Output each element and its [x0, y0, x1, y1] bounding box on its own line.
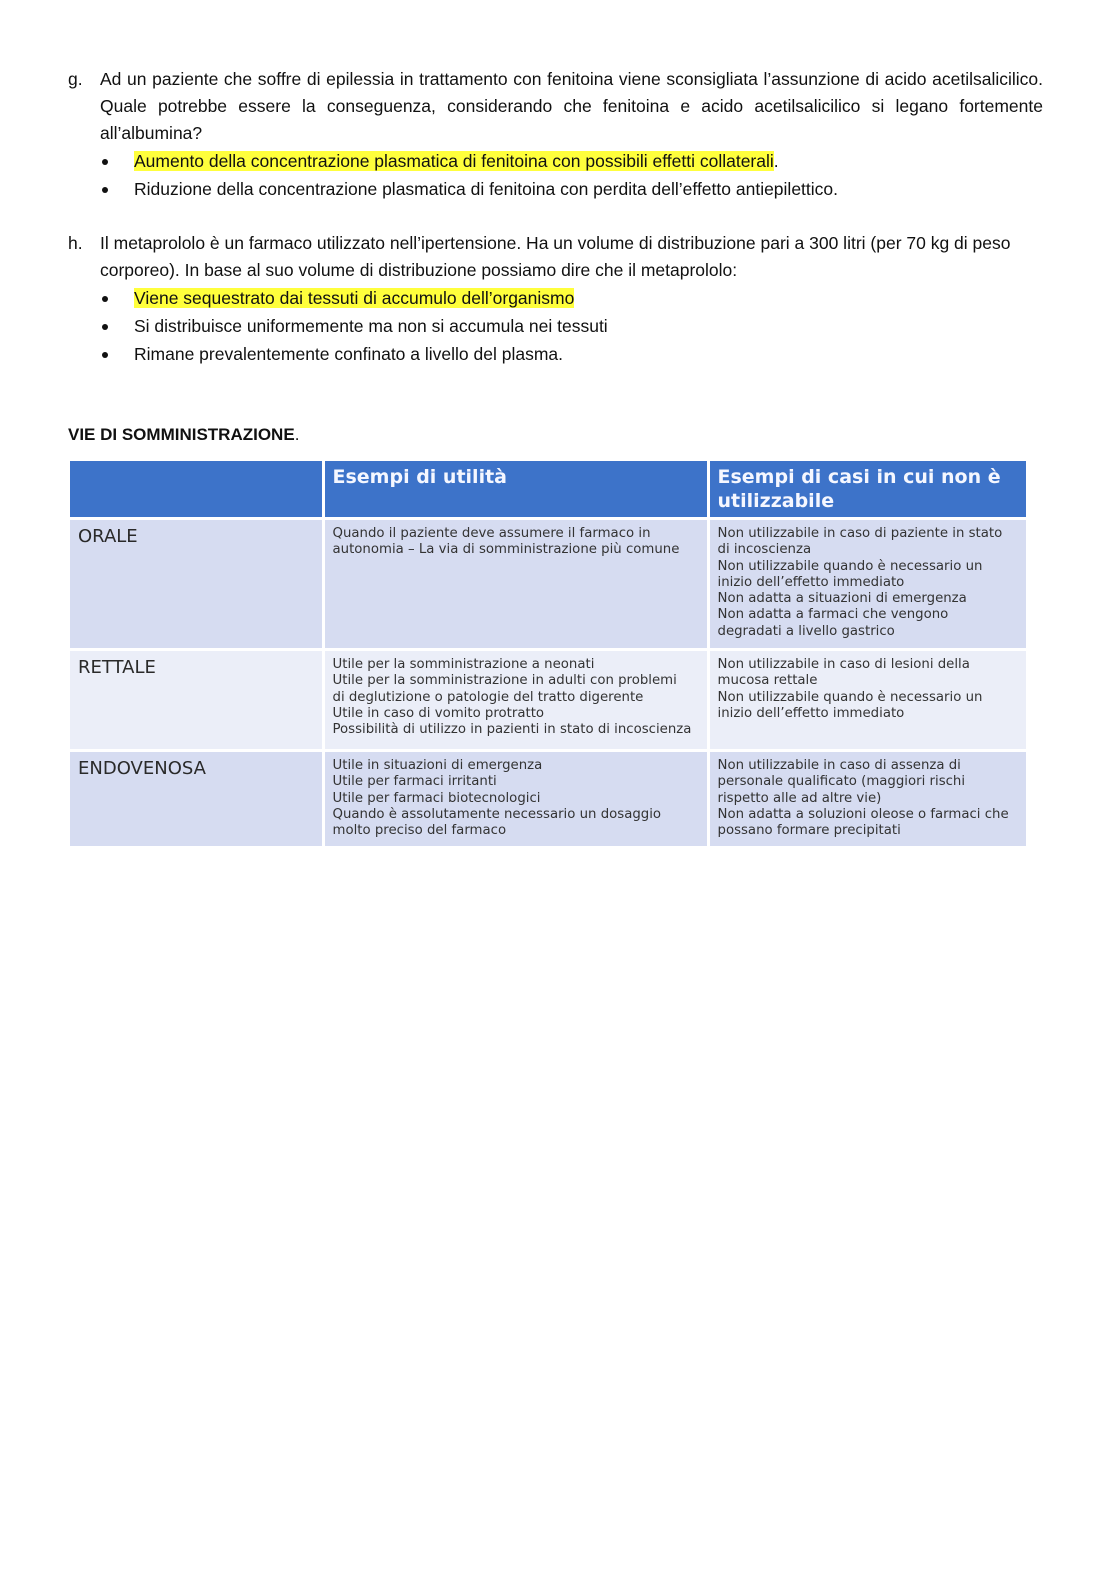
option-text-highlighted: Aumento della concentrazione plasmatica di fenitoina con possibili effetti collaterali — [134, 151, 774, 171]
bullet-icon — [102, 296, 108, 302]
option-text: Riduzione della concentrazione plasmatica di fenitoina con perdita dell’effetto antiepilettico. — [134, 179, 839, 199]
not-usable-cell: Non utilizzabile in caso di assenza di personale qualificato (maggiori rischi rispetto alle ad altre vie) Non adatta a soluzioni oleose o farmaci che possano formare precipitati — [708, 751, 1026, 848]
routes-table — [70, 461, 1026, 849]
question-text: Ad un paziente che soffre di epilessia in trattamento con fenitoina viene sconsigliata l’assunzione di acido acetilsalicilico. Quale potrebbe essere la conseguenza, considerando che fenitoina e acido acetilsalicilico si legano fortemente all’albumina? — [100, 69, 1043, 143]
options-list — [68, 148, 1043, 203]
options-list — [68, 285, 1043, 368]
option-text: Rimane prevalentemente confinato a livello del plasma. — [134, 344, 563, 364]
header-utility: Esempi di utilità — [323, 461, 708, 519]
not-usable-cell: Non utilizzabile in caso di lesioni della mucosa rettale Non utilizzabile quando è necessario un inizio dell’effetto immediato — [708, 650, 1026, 751]
utility-cell: Utile per la somministrazione a neonati Utile per la somministrazione in adulti con problemi di deglutizione o patologie del tratto digerente Utile in caso di vomito protratto Possibilità di utilizzo in pazienti in stato di incoscienza — [323, 650, 708, 751]
utility-cell: Utile in situazioni di emergenza Utile per farmaci irritanti Utile per farmaci biotecnologici Quando è assolutamente necessario un dosaggio molto preciso del farmaco — [323, 751, 708, 848]
header-route — [70, 461, 323, 519]
option-item — [100, 285, 1043, 312]
option-item — [100, 148, 1043, 175]
question-letter: h. — [68, 233, 83, 253]
bullet-icon — [102, 159, 108, 165]
table-row-orale — [70, 519, 1026, 650]
question-h — [68, 230, 1043, 369]
option-item — [100, 341, 1043, 368]
route-name: ENDOVENOSA — [70, 751, 323, 848]
option-text-highlighted: Viene sequestrato dai tessuti di accumulo dell’organismo — [134, 288, 575, 308]
table-row-rettale — [70, 650, 1026, 751]
option-item — [100, 176, 1043, 203]
table-header-row — [70, 461, 1026, 519]
option-item — [100, 313, 1043, 340]
table-row-endovenosa — [70, 751, 1026, 848]
option-text: Si distribuisce uniformemente ma non si accumula nei tessuti — [134, 316, 608, 336]
utility-cell: Quando il paziente deve assumere il farmaco in autonomia – La via di somministrazione più comune — [323, 519, 708, 650]
bullet-icon — [102, 324, 108, 330]
route-name: RETTALE — [70, 650, 323, 751]
section-title: VIE DI SOMMINISTRAZIONE. — [68, 425, 300, 444]
option-suffix: . — [773, 151, 779, 171]
header-not-usable: Esempi di casi in cui non è utilizzabile — [708, 461, 1026, 519]
not-usable-cell: Non utilizzabile in caso di paziente in stato di incoscienza Non utilizzabile quando è necessario un inizio dell’effetto immediato Non adatta a situazioni di emergenza Non adatta a farmaci che vengono degradati a livello gastrico — [708, 519, 1026, 650]
bullet-icon — [102, 187, 108, 193]
question-text: Il metaprololo è un farmaco utilizzato nell’ipertensione. Ha un volume di distribuzione pari a 300 litri (per 70 kg di peso corporeo). In base al suo volume di distribuzione possiamo dire che il metaprololo: — [100, 233, 1011, 280]
question-letter: g. — [68, 69, 83, 89]
question-g — [68, 66, 1043, 204]
bullet-icon — [102, 352, 108, 358]
route-name: ORALE — [70, 519, 323, 650]
